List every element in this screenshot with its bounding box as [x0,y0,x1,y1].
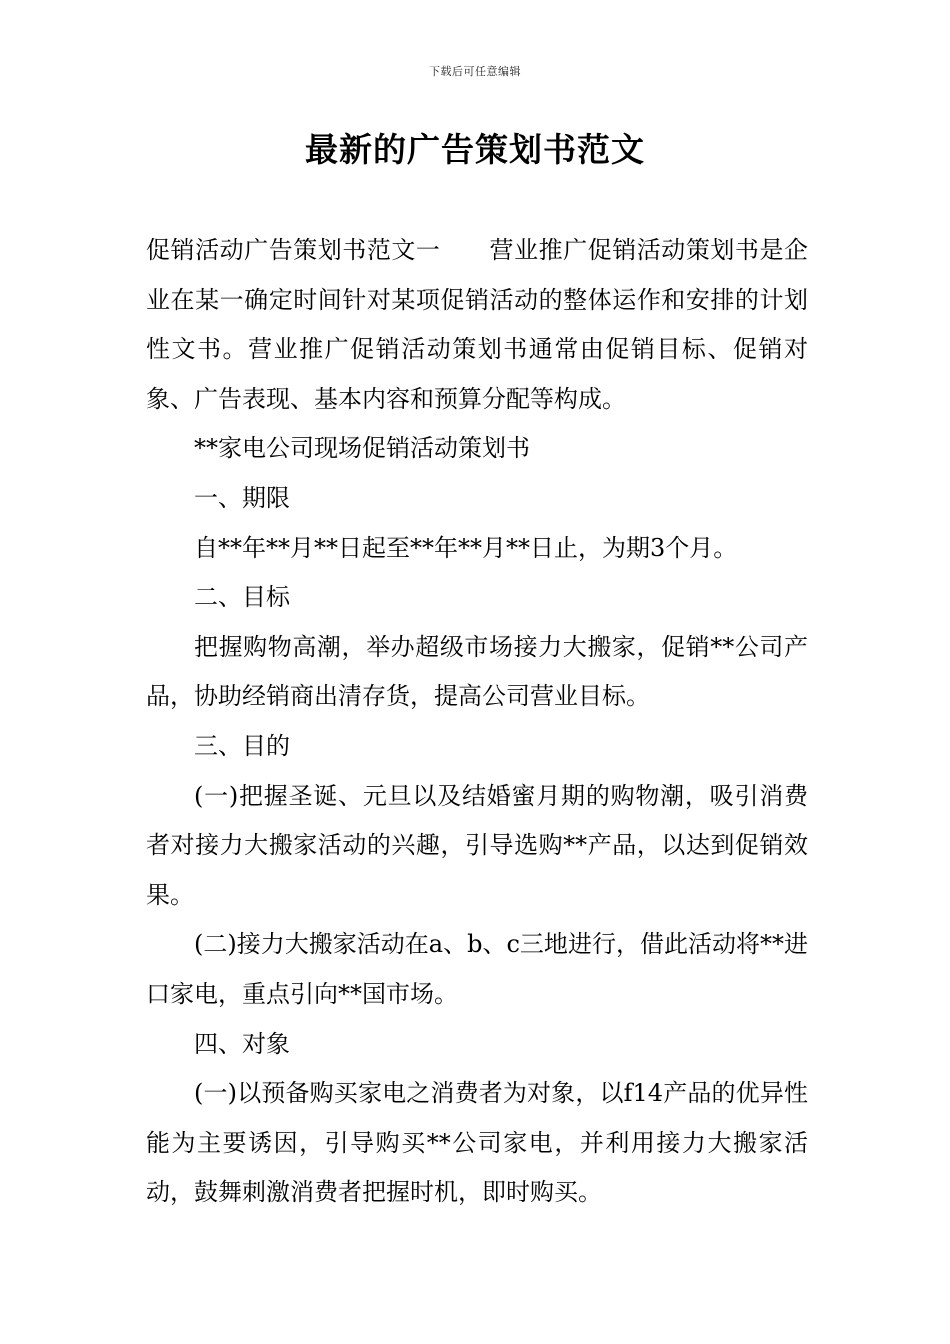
section-heading-period: 一、期限 [194,483,290,512]
paragraph-target-1: (一)以预备购买家电之消费者为对象，以f14产品的优异性能为主要诱因，引导购买**公司家电，并利用接力大搬家活动，鼓舞刺激消费者把握时机，即时购买。 [146,1079,808,1207]
section-heading-goal: 二、目标 [194,583,290,612]
section-heading-purpose: 三、目的 [194,731,290,760]
paragraph-purpose-1: (一)把握圣诞、元旦以及结婚蜜月期的购物潮，吸引消费者对接力大搬家活动的兴趣，引导选购**产品，以达到促销效果。 [146,781,808,909]
paragraph-plan-title: **家电公司现场促销活动策划书 [194,434,530,463]
page-header-note: 下载后可任意编辑 [429,65,521,78]
document-body [146,226,808,1218]
document-title: 最新的广告策划书范文 [305,130,645,169]
paragraph-intro: 促销活动广告策划书范文一 营业推广促销活动策划书是企业在某一确定时间针对某项促销活动的整体运作和安排的计划性文书。营业推广促销活动策划书通常由促销目标、促销对象、广告表现、基本内容和预算分配等构成。 [146,236,808,413]
paragraph-purpose-2: (二)接力大搬家活动在a、b、c三地进行，借此活动将**进口家电，重点引向**国市场。 [146,930,808,1008]
paragraph-goal: 把握购物高潮，举办超级市场接力大搬家，促销**公司产品，协助经销商出清存货，提高公司营业目标。 [146,632,808,711]
paragraph-period: 自**年**月**日起至**年**月**日止，为期3个月。 [194,533,738,562]
section-heading-target: 四、对象 [194,1029,290,1058]
